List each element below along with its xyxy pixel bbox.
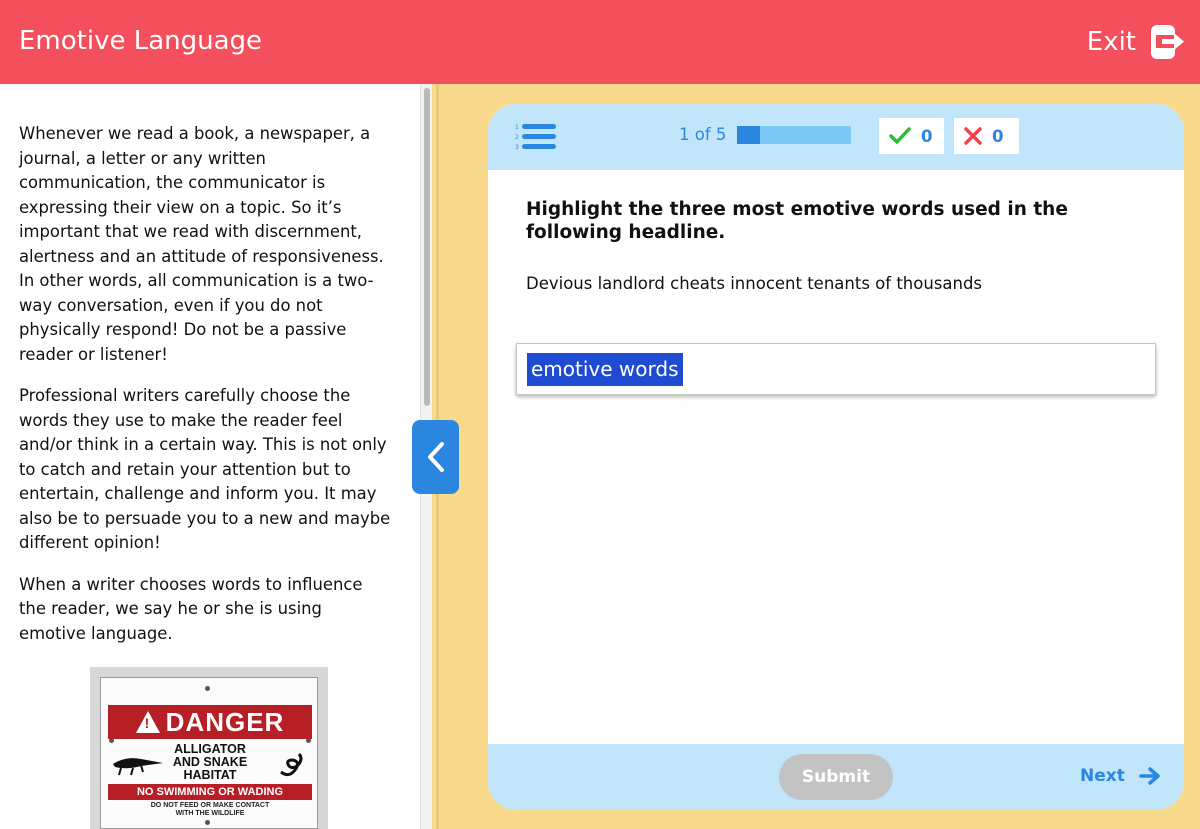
danger-text: DANGER xyxy=(165,706,285,737)
sign-line: HABITAT xyxy=(183,768,237,782)
scrollbar-thumb[interactable] xyxy=(424,88,430,406)
next-button[interactable] xyxy=(1080,766,1161,786)
submit-button[interactable]: Submit xyxy=(779,754,893,800)
collapse-panel-button[interactable] xyxy=(412,420,459,494)
sign-line: ALLIGATOR xyxy=(174,742,246,756)
svg-text:1: 1 xyxy=(515,124,519,131)
reading-content xyxy=(0,84,410,646)
reading-paragraph: When a writer chooses words to influence the reader, we say he or she is using emotive language. xyxy=(19,574,363,643)
alligator-icon xyxy=(111,750,167,778)
reading-paragraph: Whenever we read a book, a newspaper, a journal, a letter or any written communication, the communicator is expressing their view on a topic. So it’s important that we read with discernment, alertness and an attitude of responsiveness. In other words, all communication is a two-way conversation, even if you do not physically respond! Do not be a passive reader or listener! xyxy=(19,124,384,364)
wrong-score xyxy=(954,118,1019,154)
next-label: Next xyxy=(1080,766,1125,786)
chevron-left-icon xyxy=(426,441,446,473)
checkmark-icon xyxy=(889,127,911,145)
sign-foot-line: WITH THE WILDLIFE xyxy=(175,810,245,817)
warning-icon xyxy=(136,711,160,733)
danger-banner xyxy=(108,705,312,739)
arrow-right-icon xyxy=(1139,767,1161,785)
cross-icon xyxy=(964,127,982,145)
quiz-toolbar xyxy=(488,104,1184,170)
sign-line: AND SNAKE xyxy=(172,755,248,769)
exit-icon xyxy=(1150,24,1184,60)
answer-tag[interactable]: emotive words xyxy=(527,353,683,386)
reading-paragraph: Professional writers carefully choose the words they use to make the reader feel and/or think in a certain way. This is not only to catch and retain your attention but to entertain, challenge and inform you. It may also be to persuade you to a new and maybe different opinion! xyxy=(19,386,391,552)
page-title: Emotive Language xyxy=(19,26,263,56)
danger-sign-image xyxy=(90,667,328,829)
correct-score xyxy=(879,118,944,154)
exit-button[interactable] xyxy=(1087,24,1184,60)
wrong-count: 0 xyxy=(992,126,1004,146)
quiz-footer xyxy=(488,744,1184,810)
answer-box[interactable] xyxy=(516,343,1156,395)
svg-text:3: 3 xyxy=(515,144,519,151)
snake-icon xyxy=(277,750,307,778)
no-swimming-banner: NO SWIMMING OR WADING xyxy=(108,784,312,800)
progress-fill xyxy=(737,126,760,144)
sign-footer xyxy=(108,802,312,818)
headline-text[interactable]: Devious landlord cheats innocent tenants of thousands xyxy=(526,274,983,293)
question-list-icon[interactable] xyxy=(514,122,558,154)
exit-label: Exit xyxy=(1086,27,1136,57)
progress-bar xyxy=(737,126,851,144)
sign-foot-line: DO NOT FEED OR MAKE CONTACT xyxy=(150,802,270,809)
correct-count: 0 xyxy=(921,126,933,146)
svg-text:2: 2 xyxy=(515,134,519,141)
app-header xyxy=(0,0,1200,84)
danger-sign xyxy=(100,677,318,829)
question-text: Highlight the three most emotive words used in the following headline. xyxy=(526,199,1068,243)
question-card xyxy=(488,104,1184,810)
progress-label: 1 of 5 xyxy=(679,125,727,144)
